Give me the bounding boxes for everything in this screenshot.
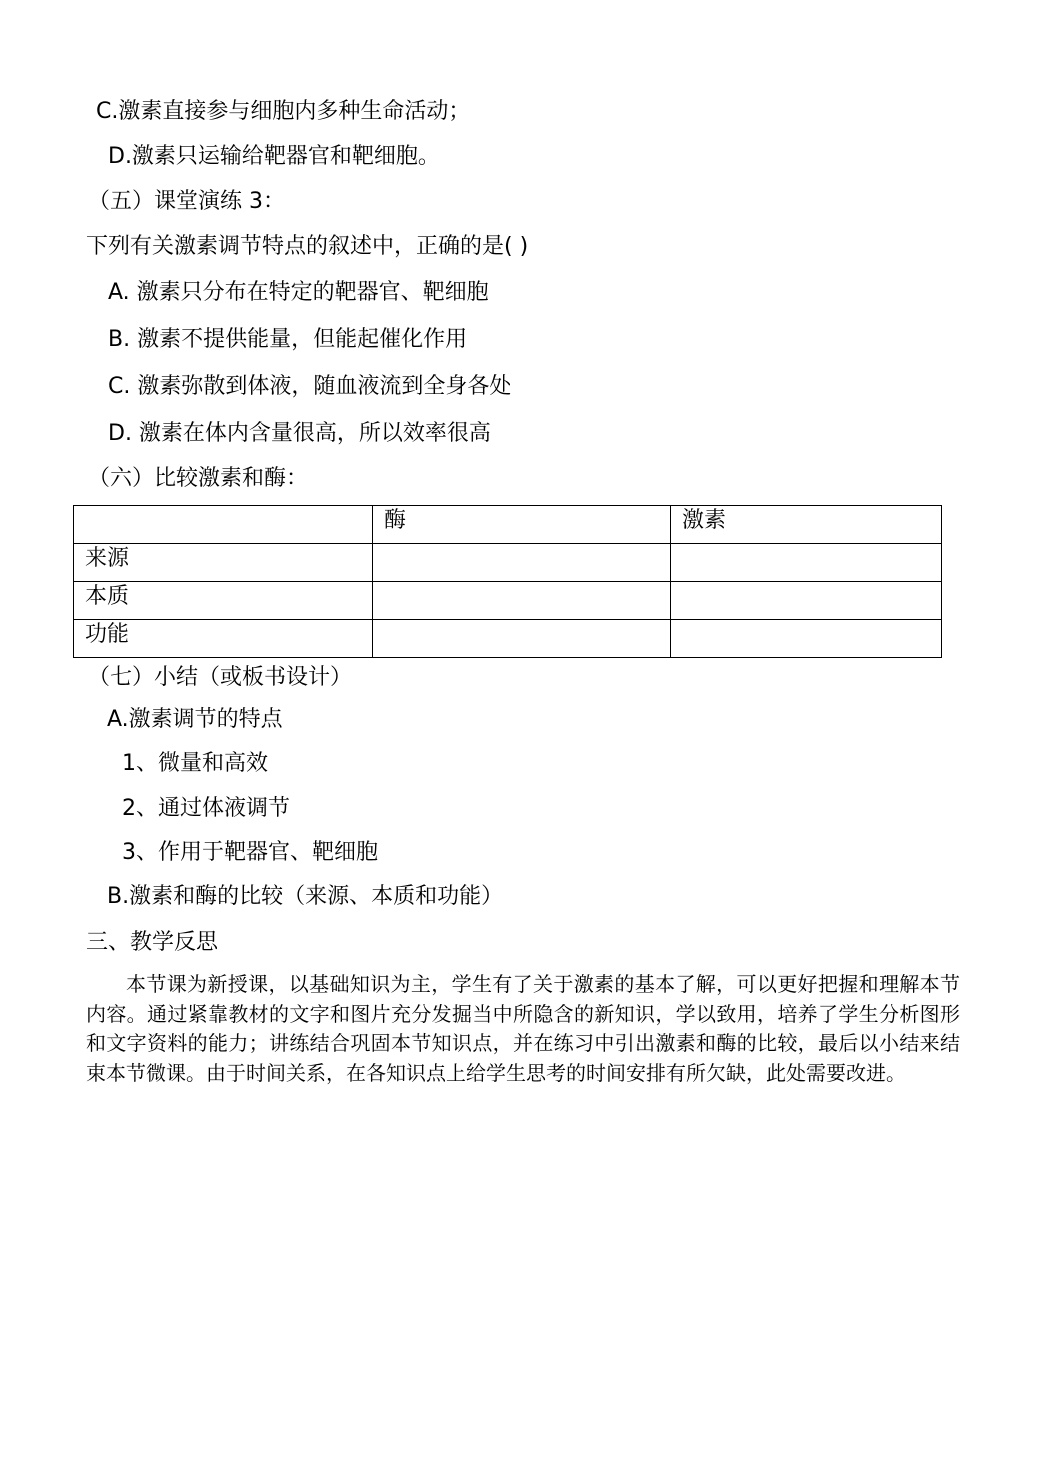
section-6-heading: （六）比较激素和酶： [88,466,309,491]
summary-point-1: 1、微量和高效 [122,751,268,776]
section-3-heading: 三、教学反思 [86,930,219,955]
table-header-cell: 酶 [373,506,671,544]
table-cell: 来源 [74,544,373,582]
summary-a: A.激素调节的特点 [107,707,283,732]
table-cell [373,582,671,620]
table-cell: 功能 [74,620,373,658]
table-row [74,620,942,658]
question-text: 下列有关激素调节特点的叙述中，正确的是( ) [86,234,529,259]
table-header-cell [74,506,373,544]
section-5-heading: （五）课堂演练 3： [88,189,285,214]
section-7-heading: （七）小结（或板书设计） [88,665,353,690]
summary-point-3: 3、作用于靶器官、靶细胞 [122,840,378,865]
table-cell [671,620,942,658]
summary-b: B.激素和酶的比较（来源、本质和功能） [107,884,504,909]
table-cell [671,582,942,620]
table-row [74,582,942,620]
table-cell [373,620,671,658]
answer-option-c: C. 激素弥散到体液，随血液流到全身各处 [108,374,512,399]
table-header-cell: 激素 [671,506,942,544]
comparison-table [73,505,942,658]
table-cell [373,544,671,582]
answer-option-d: D. 激素在体内含量很高，所以效率很高 [108,421,491,446]
option-c-previous: C.激素直接参与细胞内多种生命活动； [96,99,471,124]
reflection-text: 本节课为新授课，以基础知识为主，学生有了关于激素的基本了解，可以更好把握和理解本节内容。通过紧靠教材的文字和图片充分发掘当中所隐含的新知识，学以致用，培养了学生分析图形和文字资料的能力；讲练结合巩固本节知识点，并在练习中引出激素和酶的比较，最后以小结来结束本节微课。由于时间关系，在各知识点上给学生思考的时间安排有所欠缺，此处需要改进。 [86,972,960,1085]
answer-option-b: B. 激素不提供能量，但能起催化作用 [108,327,468,352]
answer-option-a: A. 激素只分布在特定的靶器官、靶细胞 [108,280,489,305]
summary-point-2: 2、通过体液调节 [122,796,290,821]
option-d-previous: D.激素只运输给靶器官和靶细胞。 [108,144,440,169]
table-cell [671,544,942,582]
table-row [74,544,942,582]
reflection-paragraph [86,970,960,1088]
table-cell: 本质 [74,582,373,620]
table-header-row [74,506,942,544]
